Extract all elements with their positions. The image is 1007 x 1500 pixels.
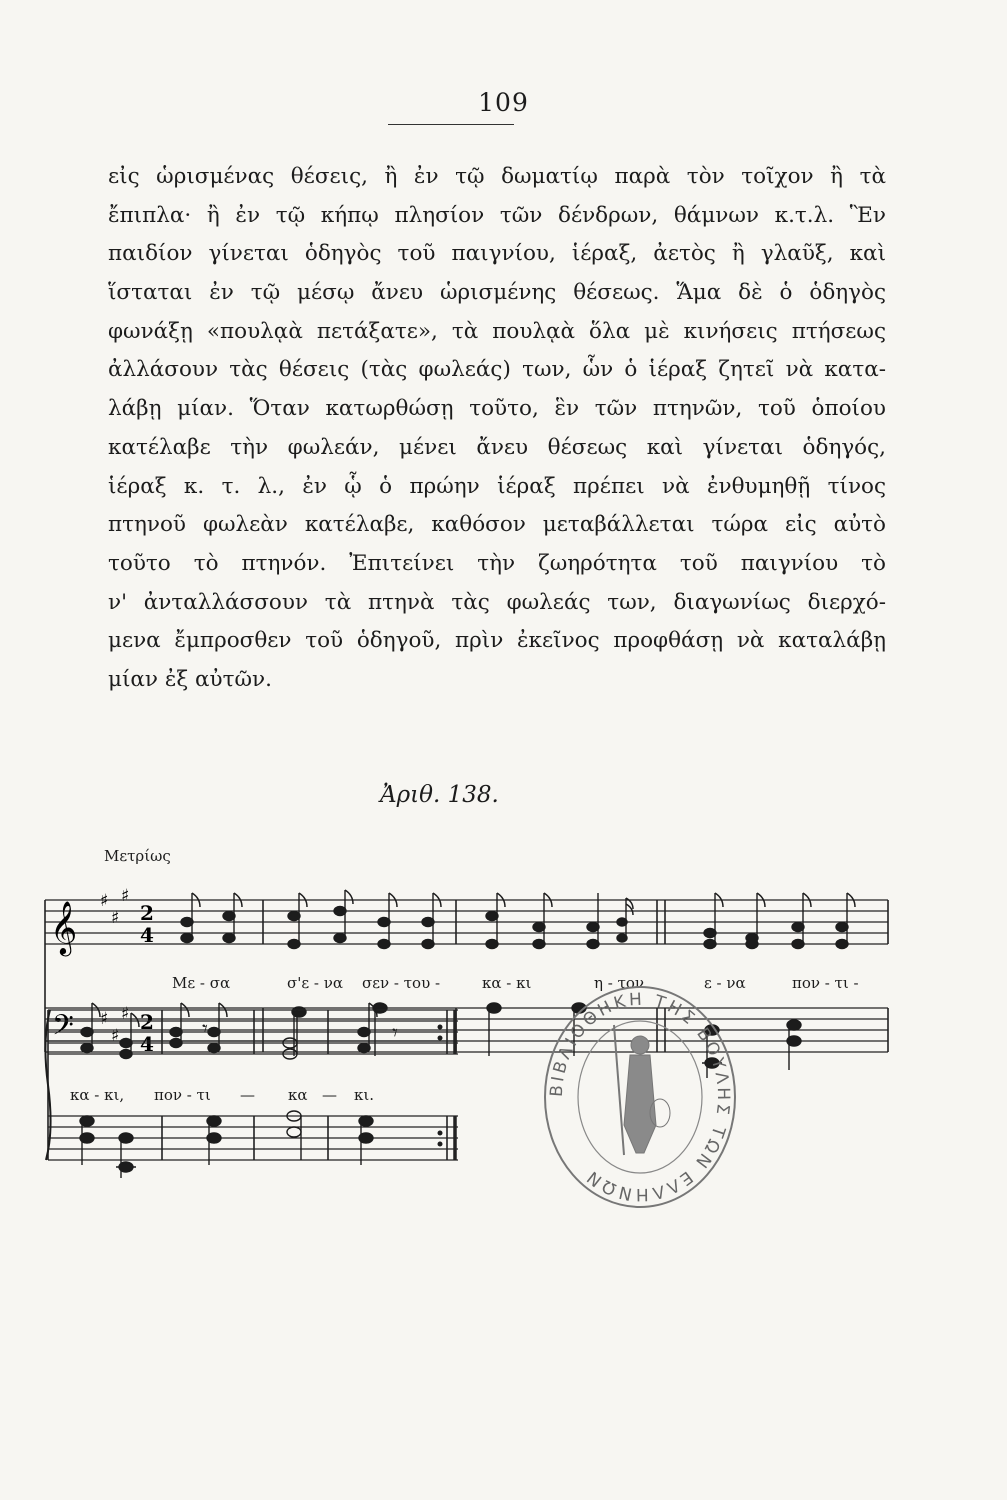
system-2-bass-staff [48, 1116, 458, 1160]
treble-clef-icon: 𝄞 [50, 900, 78, 954]
svg-text:4: 4 [140, 923, 154, 947]
svg-text:♯: ♯ [111, 1026, 120, 1046]
svg-text:σ'ε - να: σ'ε - να [287, 974, 343, 992]
text-line: ν' ἀνταλλάσσουν τὰ πτηνὰ τὰς φωλεάς των, διαγωνίως διερχό- [108, 589, 886, 615]
svg-text:κα: κα [288, 1086, 308, 1104]
svg-text:Με - σα: Με - σα [172, 974, 231, 992]
stamp-text: ΒΙΒΛΙΟΘΗΚΗ ΤΗΣ ΒΟΥΛΗΣ ΤΩΝ ΕΛΛΗΝΩΝ [546, 989, 734, 1205]
text-line: μενα ἔμπροσθεν τοῦ ὁδηγοῦ, πρὶν ἐκεῖνος προφθάσῃ νὰ καταλάβῃ [108, 628, 886, 654]
tempo-marking: Μετρίως [104, 847, 171, 865]
page-number: 109 [478, 88, 529, 117]
svg-text:♯: ♯ [121, 886, 130, 906]
svg-text:κα - κι,: κα - κι, [70, 1086, 125, 1104]
svg-text:♯: ♯ [100, 891, 109, 911]
system-2-bass-notes [80, 1111, 373, 1178]
system-1-lyrics [172, 974, 859, 992]
system-2-lyrics [70, 1086, 374, 1104]
athena-figure-icon [614, 1025, 670, 1155]
svg-text:η - τον: η - τον [594, 974, 645, 992]
svg-text:—: — [322, 1086, 337, 1104]
svg-text:ε - να: ε - να [704, 974, 746, 992]
svg-text:—: — [240, 1086, 255, 1104]
text-line: ἱέραξ κ. τ. λ., ἐν ᾧ ὁ πρώην ἱέραξ πρέπει νὰ ἐνθυμηθῇ τίνος [108, 473, 886, 499]
example-number: Ἀριθ. 138. [380, 782, 499, 808]
eighth-rest-icon: 𝄾 [392, 1021, 398, 1046]
svg-text:2: 2 [140, 1010, 154, 1034]
svg-text:σεν - του -: σεν - του - [362, 974, 441, 992]
svg-text:πον - τι -: πον - τι - [792, 974, 859, 992]
text-line: ἔπιπλα· ἢ ἐν τῷ κήπῳ πλησίον τῶν δένδρων, θάμνων κ.τ.λ. Ἓν [108, 202, 886, 228]
text-line: φωνάξῃ «πουλᾳὰ πετάξατε», τὰ πουλᾳὰ ὅλα μὲ κινήσεις πτήσεως [108, 318, 886, 344]
system-1-treble-notes [181, 890, 848, 949]
svg-text:πον - τι: πον - τι [154, 1086, 211, 1104]
eighth-rest-icon: 𝄾 [202, 1017, 208, 1042]
text-line: ἀλλάσουν τὰς θέσεις (τὰς φωλεάς) των, ὧν ὁ ἱέραξ ζητεῖ νὰ κατα- [108, 357, 886, 383]
svg-text:♯: ♯ [111, 908, 120, 928]
svg-text:κα - κι: κα - κι [482, 974, 532, 992]
svg-text:κι.: κι. [354, 1086, 375, 1104]
text-line: τοῦτο τὸ πτηνόν. Ἐπιτείνει τὴν ζωηρότητα τοῦ παιγνίου τὸ [108, 550, 886, 576]
text-line: λάβῃ μίαν. Ὅταν κατωρθώσῃ τοῦτο, ἓν τῶν πτηνῶν, τοῦ ὁποίου [108, 396, 886, 422]
system-1-treble-staff [45, 900, 888, 944]
text-line: ἵσταται ἐν τῷ μέσῳ ἄνευ ὡρισμένης θέσεως. Ἅμα δὲ ὁ ὁδηγὸς [108, 280, 886, 306]
bass-clef-icon: 𝄢 [52, 1009, 74, 1049]
time-signature [140, 901, 154, 1056]
text-line: παιδίον γίνεται ὁδηγὸς τοῦ παιγνίου, ἱέραξ, ἀετὸς ἢ γλαῦξ, καὶ [108, 241, 886, 267]
library-stamp [540, 975, 740, 1215]
text-line: κατέλαβε τὴν φωλεάν, μένει ἄνευ θέσεως καὶ γίνεται ὁδηγός, [108, 434, 886, 460]
svg-text:♯: ♯ [100, 1009, 109, 1029]
svg-text:♯: ♯ [121, 1004, 130, 1024]
text-line: εἰς ὡρισμένας θέσεις, ἢ ἐν τῷ δωματίῳ παρὰ τὸν τοῖχον ἢ τὰ [108, 164, 886, 189]
svg-text:2: 2 [140, 901, 154, 925]
svg-text:4: 4 [140, 1032, 154, 1056]
text-line: πτηνοῦ φωλεὰν κατέλαβε, καθόσον μεταβάλλεται τώρα εἰς αὐτὸ [108, 512, 886, 538]
system-2-flags [92, 1003, 377, 1027]
key-signature [100, 886, 129, 1046]
text-line: μίαν ἐξ αὐτῶν. [108, 666, 272, 692]
